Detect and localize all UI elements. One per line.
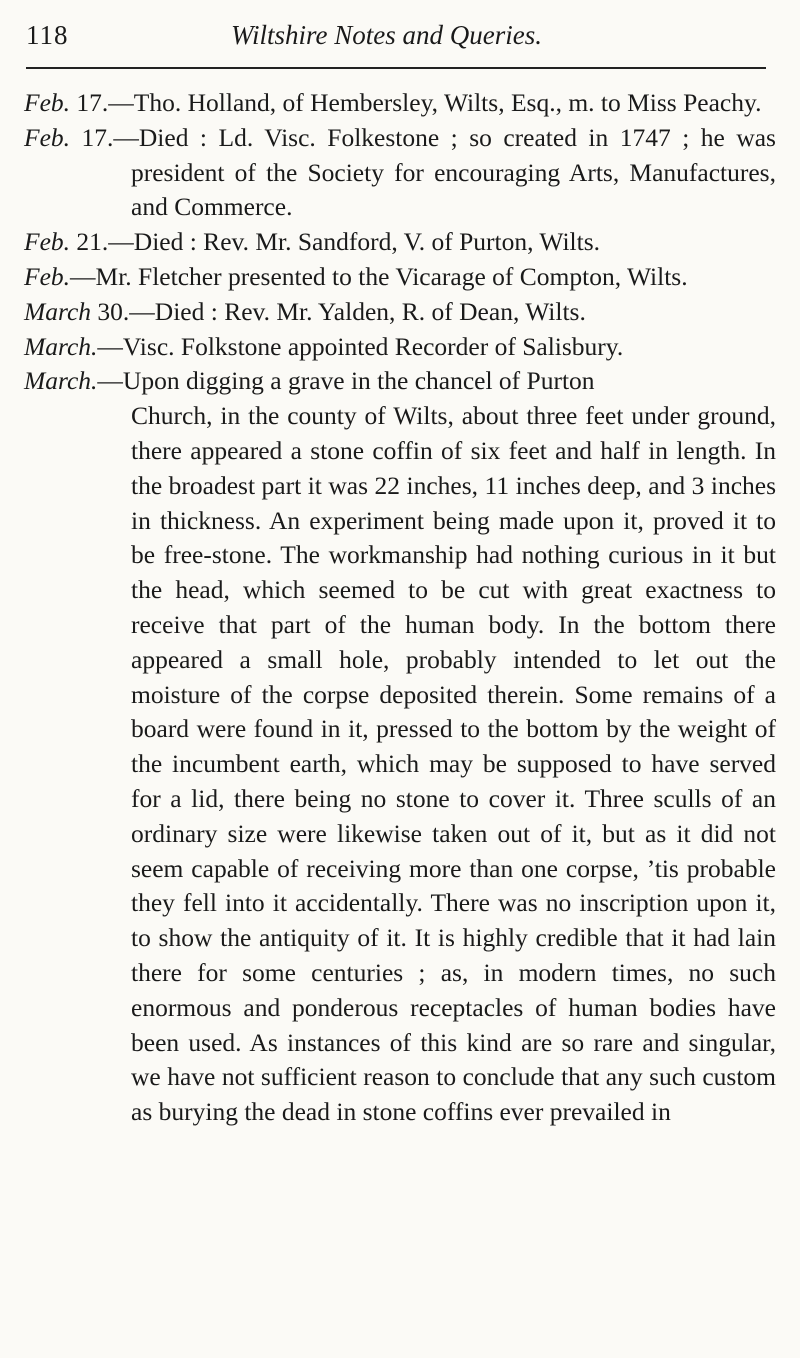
entry-date: March. [24, 366, 98, 396]
entry-feb-fletcher [24, 260, 776, 295]
entry-date: Feb. [24, 227, 71, 257]
entry-text: 17.—Died : Ld. Visc. Folkestone ; so created in 1747 ; he was president of the Society for encouraging Arts, Manufactures, and Commerce. [70, 122, 776, 222]
entry-date: Feb. [24, 122, 71, 152]
entry-march-30-yalden [24, 295, 776, 330]
entry-march-coffin-first-line [24, 364, 776, 399]
entry-march-recorder [24, 330, 776, 365]
entry-text: 17.—Tho. Holland, of Hembersley, Wilts, Esq., m. to Miss Peachy. [70, 88, 762, 117]
entry-text: 21.—Died : Rev. Mr. Sandford, V. of Purton, Wilts. [70, 227, 601, 257]
entry-feb-17-holland [24, 86, 776, 121]
entry-march-coffin-body: Church, in the county of Wilts, about three feet under ground, there appeared a stone coffin of six feet and half in length. In the broadest part it was 22 inches, 11 inches deep, and 3 inches in thickness. An experiment being made upon it, proved it to be free-stone. The workmanship had nothing curious in it but the head, which seemed to be cut with great exactness to receive that part of the human body. In the bottom there appeared a small hole, probably intended to let out the moisture of the corpse deposited therein. Some remains of a board were found in it, pressed to the bottom by the weight of the incumbent earth, which may be supposed to have served for a lid, there being no stone to cover it. Three sculls of an ordinary size were likewise taken out of it, but as it did not seem capable of receiving more than one corpse, ’tis probable they fell into it accidentally. There was no inscription upon it, to show the antiquity of it. It is highly credible that it had lain there for some centuries ; as, in modern times, no such enormous and ponderous receptacles of human bodies have been used. As instances of this kind are so rare and singular, we have not sufficient reason to conclude that any such custom as burying the dead in stone coffins ever prevailed in [131, 401, 776, 1127]
entry-text: —Mr. Fletcher presented to the Vicarage of Compton, Wilts. [70, 261, 688, 291]
entry-date: March [24, 296, 92, 326]
entry-feb-17-folkestone [24, 121, 776, 225]
entries-list [24, 86, 776, 1130]
entry-text: —Upon digging a grave in the chancel of Purton [97, 366, 595, 396]
page-number: 118 [26, 20, 69, 50]
page-header [26, 20, 766, 54]
header-rule [26, 67, 766, 69]
entry-date: Feb. [24, 88, 71, 117]
entry-text: —Visc. Folkstone appointed Recorder of Salisbury. [97, 331, 624, 361]
entry-date: March. [24, 331, 98, 361]
entry-text: 30.—Died : Rev. Mr. Yalden, R. of Dean, Wilts. [91, 296, 586, 326]
entry-date: Feb. [24, 261, 71, 291]
running-title: Wiltshire Notes and Queries. [231, 20, 542, 50]
entry-feb-21-sandford [24, 225, 776, 260]
